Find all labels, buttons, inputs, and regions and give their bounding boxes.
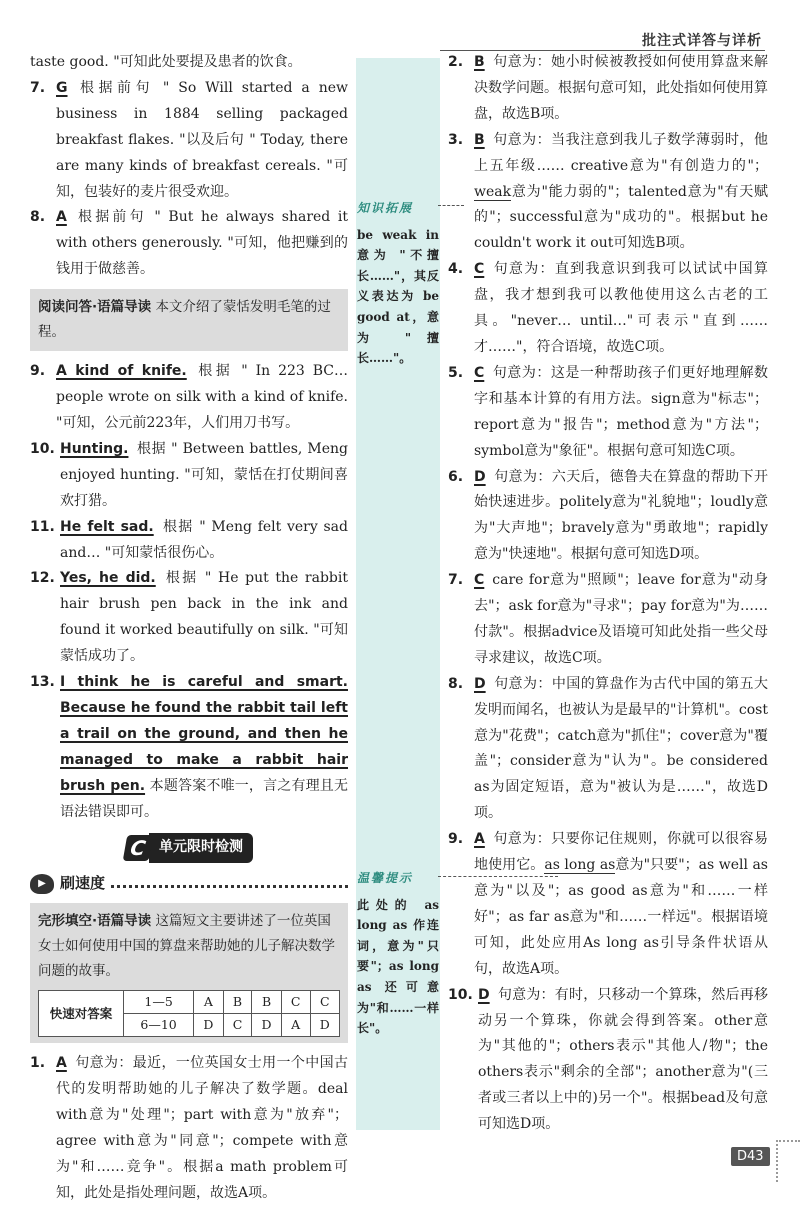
item-number: 6. — [448, 468, 464, 485]
item-number: 10. — [448, 986, 473, 1003]
box-label: 完形填空·语篇导读 — [38, 913, 152, 930]
answer-key: G — [56, 79, 68, 96]
table-cell: D — [252, 1014, 281, 1037]
answer-item-7 — [30, 76, 348, 206]
item-number: 7. — [30, 79, 46, 96]
answer-key: D — [474, 675, 486, 692]
answer-item-10 — [30, 437, 348, 515]
answer-item-7r — [448, 568, 768, 672]
dotted-divider — [111, 885, 348, 888]
explanation-text: 句意为：这是一种帮助孩子们更好地理解数字和基本计算的有用方法。sign意为"标志"；report意为"报告"；method意为"方法"；symbol意为"象征"。根据句意可知选C项。 — [474, 364, 768, 459]
table-cell: C — [281, 991, 310, 1014]
box-label: 阅读问答·语篇导读 — [38, 299, 152, 316]
item-number: 8. — [448, 675, 464, 692]
side-box-title: 温馨提示 — [357, 871, 414, 885]
answer-key: B — [474, 54, 485, 70]
answer-item-8 — [30, 205, 348, 283]
answer-key: A — [474, 831, 485, 848]
item-number: 3. — [448, 131, 464, 148]
answer-key: D — [478, 986, 490, 1003]
item-number: 13. — [30, 674, 55, 691]
answer-item-4 — [448, 257, 768, 361]
answer-key: A — [56, 209, 67, 226]
table-cell: A — [281, 1014, 310, 1037]
table-cell: A — [194, 991, 223, 1014]
table-header: 快速对答案 — [39, 991, 124, 1037]
answer-key: He felt sad. — [60, 518, 154, 535]
answer-key: I think he is careful and smart. Because he found the rabbit tail left a trail on the ground, and then he managed to make a rabbit hair brush pen. — [60, 674, 348, 794]
explanation-text: 句意为：中国的算盘作为古代中国的第五大发明而闻名，也被认为是最早的"计算机"。cost意为"花费"；catch意为"抓住"；cover意为"覆盖"；consider意为"认为"。be considered as为固定短语，意为"被认为是……"，故选D项。 — [474, 675, 768, 822]
item-number: 9. — [448, 831, 464, 848]
explanation-text: selling packaged breakfast flakes. "以及后句 " Today, there are many kinds of breakfast cereals. "可知，包装好的麦片很受欢迎。 — [56, 105, 348, 200]
answer-key: B — [474, 131, 485, 148]
left-column — [30, 50, 348, 1207]
answer-key: C — [474, 364, 485, 381]
answer-key: Yes, he did. — [60, 570, 156, 587]
table-cell: 1—5 — [124, 991, 194, 1014]
explanation-text: 根据 " He put the rabbit hair brush pen back in the ink and found it worked beautifully on silk. "可知蒙恬成功了。 — [60, 570, 348, 665]
tip-box — [357, 868, 439, 1039]
table-cell: D — [310, 1014, 339, 1037]
answer-key-table — [38, 990, 340, 1037]
answer-item-9 — [30, 359, 348, 437]
item-number: 2. — [448, 54, 464, 70]
table-cell: B — [252, 991, 281, 1014]
answer-item-1 — [30, 1051, 348, 1206]
speed-label: 刷速度 — [60, 874, 106, 893]
explanation-text: 句意为：当我注意到我儿子数学薄弱时，他上五年级…… creative意为"有创造力的"； — [474, 131, 768, 174]
side-box-title: 知识拓展 — [357, 201, 414, 215]
explanation-text: 根据 " In 223 BC… people wrote on silk with a kind of knife. "可知，公元前223年，人们用刀书写。 — [56, 363, 348, 431]
section-banner — [30, 833, 348, 869]
explanation-text: 根据 " Between battles, Meng enjoyed hunting. "可知，蒙恬在打仗期间喜欢打猎。 — [60, 440, 348, 509]
table-cell: B — [223, 991, 252, 1014]
explanation-text: 意为"只要"；as well as意为"以及"；as good as意为"和……一样好"；as far as意为"和……一样远"。根据语境可知，此处应用As long as引导条件状语从句，故选A项。 — [474, 857, 768, 977]
item-number: 11. — [30, 518, 55, 535]
explanation-text: 句意为：她小时候被教授如何使用算盘来解决数学问题。根据句意可知，此处指如何使用算盘，故选B项。 — [474, 54, 768, 122]
highlighted-term: weak — [474, 183, 512, 200]
answer-item-9r — [448, 827, 768, 982]
answer-item-13 — [30, 670, 348, 825]
answer-item-6 — [448, 465, 768, 569]
explanation-text: 句意为：最近，一位英国女士用一个中国古代的发明帮助她的儿子解决了数学题。deal with意为"处理"；part with意为"放弃"；agree with意为"同意"；compete with意为"和……竞争"。根据a math problem可知，此处是指处理问题，故选A项。 — [56, 1055, 348, 1201]
answer-item-12 — [30, 566, 348, 670]
explanation-text: 句意为：有时，只移动一个算珠，然后再移动另一个算珠，你就会得到答案。other意为"其他的"；others表示"其他人/物"；the others表示"剩余的全部"；another意为"(三者或三者以上中的)另一个"。根据bead及句意可知选D项。 — [478, 986, 768, 1133]
answer-key: C — [474, 572, 485, 589]
corner-dots — [776, 1140, 800, 1182]
table-cell: D — [194, 1014, 223, 1037]
right-column — [448, 50, 768, 1138]
explanation-text: 意为"能力弱的"；talented意为"有天赋的"；successful意为"成功的"。根据but he couldn't work it out可知选B项。 — [474, 183, 768, 252]
table-row — [39, 991, 340, 1014]
answer-key: Hunting. — [60, 440, 129, 457]
answer-item-5 — [448, 361, 768, 465]
section-letter-icon: C — [123, 835, 154, 861]
side-box-text: be weak in 意为 "不擅长……"，其反义表达为 be good at，意为 "擅长……"。 — [357, 227, 439, 366]
answer-item-11 — [30, 515, 348, 567]
explanation-text: 句意为：直到我意识到我可以试试中国算盘，我才想到我可以教他使用这么古老的工具。"never… until…"可表示"直到……才……"，符合语境，故选C项。 — [474, 261, 768, 355]
answer-item-8r — [448, 672, 768, 827]
stopwatch-icon: ▶ — [30, 874, 54, 894]
table-cell: C — [223, 1014, 252, 1037]
box-text: 这篇短文主要讲述了一位英国女士如何使用中国的算盘来帮助她的儿子解决数学问题的故事。 — [38, 913, 335, 980]
answer-item-3 — [448, 128, 768, 258]
explanation-text: 根据前句 " But he always shared it with others generously. "可知，他把赚到的钱用于做慈善。 — [56, 209, 348, 278]
item-number: 1. — [30, 1055, 46, 1072]
explanation-text: 根据前句 " So Will started a new business in 1884 — [56, 79, 348, 122]
explanation-text: 本题答案不唯一，言之有理且无语法错误即可。 — [60, 777, 348, 820]
knowledge-expansion-box — [357, 198, 439, 369]
answer-item-2 — [448, 50, 768, 128]
item-number: 7. — [448, 572, 464, 589]
answer-key: A kind of knife. — [56, 363, 187, 380]
item-number: 10. — [30, 440, 55, 457]
item-number: 4. — [448, 261, 464, 278]
explanation-text: 根据 " Meng felt very sad and… "可知蒙恬很伤心。 — [60, 518, 348, 561]
item-number: 8. — [30, 209, 46, 226]
table-cell: 6—10 — [124, 1014, 194, 1037]
side-box-text: 此处的 as long as 作连词，意为"只要"；as long as 还可意为"和……一样长"。 — [357, 897, 439, 1036]
cloze-guide-box — [30, 903, 348, 1043]
section-title: 单元限时检测 — [149, 833, 253, 863]
answer-key: C — [474, 261, 485, 278]
header-title: 批注式详答与详析 — [642, 33, 762, 49]
explanation-text: 句意为：六天后，德鲁夫在算盘的帮助下开始快速进步。politely意为"礼貌地"；loudly意为"大声地"；bravely意为"勇敢地"；rapidly意为"快速地"。根据句意可知选D项。 — [474, 468, 768, 563]
reading-guide-box — [30, 289, 348, 351]
answer-key: D — [474, 468, 486, 485]
item-number: 9. — [30, 363, 46, 380]
page-number: D43 — [731, 1147, 770, 1166]
answer-item-10r — [448, 983, 768, 1138]
table-cell: C — [310, 991, 339, 1014]
box-text: 本文介绍了蒙恬发明毛笔的过程。 — [38, 299, 331, 341]
item-number: 5. — [448, 364, 464, 381]
speed-heading — [30, 871, 348, 897]
explanation-text: care for意为"照顾"；leave for意为"动身去"；ask for意为"寻求"；pay for意为"为……付款"。根据advice及语境可知此处指一些父母寻求建议，故选C项。 — [474, 572, 768, 666]
highlighted-term: as long as — [544, 857, 616, 874]
item-number: 12. — [30, 570, 55, 587]
explanation-text: 句意为：只要你记住规则，你就可以很容易地使用它。 — [474, 831, 768, 874]
answer-key: A — [56, 1055, 67, 1072]
intro-text: taste good. "可知此处要提及患者的饮食。 — [30, 54, 302, 70]
